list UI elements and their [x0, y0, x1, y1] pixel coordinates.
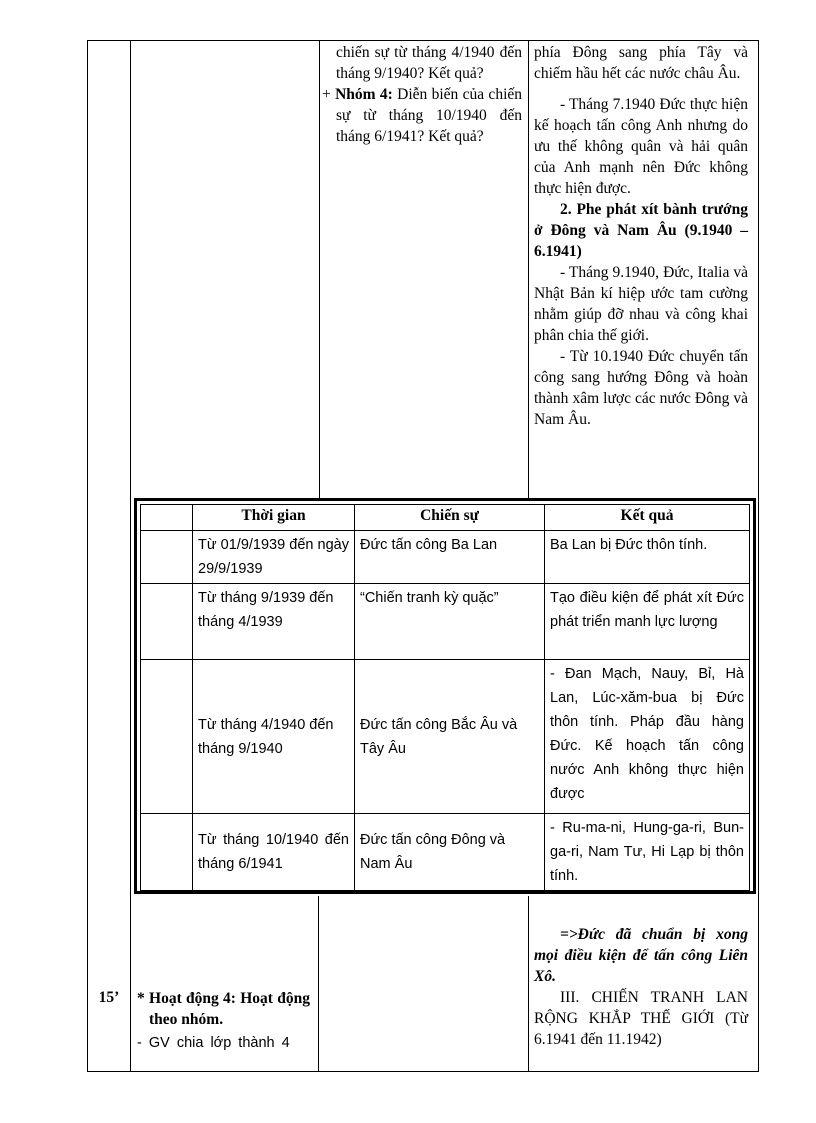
- war-timeline-table: [134, 498, 756, 894]
- table-row: [141, 814, 750, 891]
- activity-text: - GV chia lớp thành 4: [137, 1035, 290, 1051]
- frame-left-border: [87, 40, 88, 1072]
- question-4-text: Diễn biến của chiến sự từ tháng 10/1940 đến tháng 6/1941? Kết quả?: [336, 86, 522, 145]
- time-label: 15’: [98, 989, 120, 1006]
- table-header-time: Thời gian: [193, 505, 355, 531]
- top-col3-border: [528, 40, 529, 498]
- row-time: Từ tháng 10/1940 đến tháng 6/1941: [193, 814, 355, 891]
- question-3-continued: chiến sự từ tháng 4/1940 đến tháng 9/1940? Kết quả?: [336, 44, 522, 82]
- activity-cell: [137, 988, 310, 1054]
- section-2-heading: 2. Phe phát xít bành trướng ở Đông và Nam Âu (9.1940 – 6.1941): [534, 201, 748, 260]
- row-event: “Chiến tranh kỳ quặc”: [355, 584, 545, 660]
- content-paragraph-3: - Tháng 9.1940, Đức, Italia và Nhật Bản kí hiệp ước tam cường nhằm giúp đỡ nhau và công khai phân chia thế giới.: [534, 264, 748, 344]
- row-result: Tạo điều kiện để phát xít Đức phát triển manh lực lượng: [545, 584, 750, 660]
- frame-bottom-border: [87, 1071, 759, 1072]
- table-row: [141, 660, 750, 814]
- table-row: [141, 584, 750, 660]
- question-4-group-label: Nhóm 4:: [335, 86, 393, 103]
- content-paragraph-2: - Tháng 7.1940 Đức thực hiện kế hoạch tấn công Anh nhưng do ưu thế không quân và hải quân của Anh mạnh nên Đức không thực hiện được.: [534, 96, 748, 197]
- row-time: Từ tháng 9/1939 đến tháng 4/1939: [193, 584, 355, 660]
- section-3-heading: III. CHIẾN TRANH LAN RỘNG KHẮP THẾ GIỚI (Từ 6.1941 đến 11.1942): [534, 989, 748, 1048]
- row-event: Đức tấn công Đông và Nam Âu: [355, 814, 545, 891]
- row-time: Từ 01/9/1939 đến ngày 29/9/1939: [193, 531, 355, 584]
- table-header-empty: [141, 505, 193, 531]
- table-row: [141, 531, 750, 584]
- frame-right-border: [758, 40, 759, 1072]
- table-header-result: Kết quả: [545, 505, 750, 531]
- top-content-cell: [534, 42, 748, 430]
- top-col2-border: [319, 40, 320, 498]
- content-paragraph-1: phía Đông sang phía Tây và chiếm hầu hết các nước châu Âu.: [534, 44, 748, 82]
- conclusion-text: =>Đức đã chuẩn bị xong mọi điều kiện để tấn công Liên Xô.: [534, 926, 748, 985]
- content-paragraph-4: - Từ 10.1940 Đức chuyển tấn công sang hướng Đông và hoàn thành xâm lược các nước Đông và Nam Âu.: [534, 348, 748, 428]
- activity-title: * Hoạt động 4: Hoạt động theo nhóm.: [137, 990, 310, 1028]
- row-time: Từ tháng 4/1940 đến tháng 9/1940: [193, 660, 355, 814]
- question-4: [322, 84, 522, 147]
- row-event: Đức tấn công Ba Lan: [355, 531, 545, 584]
- bottom-col2-border: [318, 896, 319, 1072]
- row-event: Đức tấn công Bắc Âu và Tây Âu: [355, 660, 545, 814]
- question-4-prefix: +: [322, 86, 336, 103]
- frame-top-border: [87, 40, 759, 41]
- row-result: Ba Lan bị Đức thôn tính.: [545, 531, 750, 584]
- table-header-event: Chiến sự: [355, 505, 545, 531]
- top-questions-cell: [322, 42, 522, 147]
- bottom-content-cell: [534, 924, 748, 1050]
- bottom-col3-border: [528, 896, 529, 1072]
- row-result: - Đan Mạch, Nauy, Bỉ, Hà Lan, Lúc-xăm-bua bị Đức thôn tính. Pháp đầu hàng Đức. Kế hoạch tấn công nước Anh không thực hiện được: [545, 660, 750, 814]
- frame-col1-border: [130, 40, 131, 1072]
- row-result: - Ru-ma-ni, Hung-ga-ri, Bun-ga-ri, Nam Tư, Hi Lạp bị thôn tính.: [545, 814, 750, 891]
